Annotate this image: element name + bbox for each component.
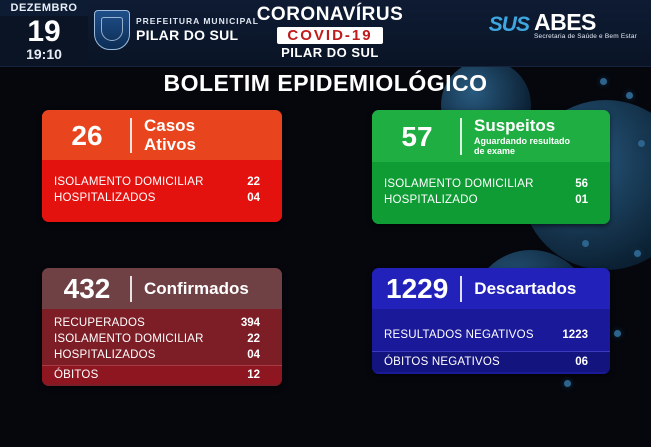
confirmados-title: Confirmados [144, 278, 249, 298]
card-confirmados [42, 268, 282, 386]
confirmados-count: 432 [63, 273, 111, 304]
casos-ativos-count: 26 [71, 119, 103, 151]
city-brand-line1: PREFEITURA MUNICIPAL [136, 16, 259, 27]
row-value: 22 [247, 333, 260, 345]
row-value: 56 [575, 178, 588, 191]
card-descartados [372, 268, 610, 374]
row-value: 22 [247, 176, 260, 189]
city-brand-line2: PILAR DO SUL [136, 26, 239, 43]
card-casos-ativos [42, 110, 282, 222]
city-crest-icon [94, 10, 130, 50]
descartados-obitos-row [372, 351, 610, 372]
title-covid19: COVID-19 [277, 27, 382, 44]
table-row [54, 174, 270, 190]
row-label: HOSPITALIZADO [384, 194, 478, 207]
covid-title-plate [232, 4, 428, 60]
page-title: BOLETIM EPIDEMIOLÓGICO [163, 70, 488, 96]
row-value: 1223 [562, 329, 588, 341]
head-separator [130, 276, 132, 302]
date-time: 19:10 [26, 46, 62, 62]
suspeitos-count: 57 [401, 120, 433, 152]
table-row [384, 192, 598, 208]
row-label: HOSPITALIZADOS [54, 192, 156, 205]
suspeitos-subtitle-line1: Aguardando resultado [474, 135, 571, 146]
row-label: ISOLAMENTO DOMICILIAR [54, 176, 204, 189]
table-row [384, 176, 598, 192]
title-city: PILAR DO SUL [281, 45, 379, 60]
casos-ativos-title-line1: Casos [144, 116, 196, 135]
table-row [54, 315, 270, 331]
table-row [54, 347, 270, 363]
table-row [54, 190, 270, 206]
row-label: ISOLAMENTO DOMICILIAR [54, 333, 204, 345]
descartados-count: 1229 [386, 273, 449, 304]
head-separator [460, 276, 462, 302]
row-label: ÓBITOS NEGATIVOS [384, 356, 500, 368]
date-month: DEZEMBRO [0, 0, 88, 16]
descartados-title: Descartados [474, 278, 577, 298]
health-dept-brand [489, 10, 637, 41]
suspeitos-subtitle-line2: de exame [474, 146, 516, 157]
abes-logo-text: ABES [533, 9, 596, 35]
row-label: HOSPITALIZADOS [54, 349, 156, 361]
row-value: 04 [247, 349, 260, 361]
date-badge [0, 0, 88, 66]
casos-ativos-title-line2: Ativos [144, 134, 196, 154]
row-value: 12 [247, 369, 260, 381]
table-row [54, 331, 270, 347]
row-value: 06 [575, 356, 588, 368]
sus-logo-icon: SUS [488, 13, 529, 37]
suspeitos-title: Suspeitos [474, 116, 556, 135]
row-label: ISOLAMENTO DOMICILIAR [384, 178, 534, 191]
row-label: RECUPERADOS [54, 317, 146, 329]
row-value: 01 [575, 194, 588, 207]
row-label: ÓBITOS [54, 369, 99, 381]
card-suspeitos [372, 110, 610, 224]
title-coronavirus: CORONAVÍRUS [256, 4, 404, 25]
row-value: 04 [247, 192, 260, 205]
header-bar [0, 0, 651, 67]
row-label: RESULTADOS NEGATIVOS [384, 329, 534, 341]
head-separator [460, 118, 462, 155]
confirmados-obitos-row [42, 365, 282, 384]
table-row [384, 327, 598, 343]
date-day: 19 [27, 15, 61, 48]
row-value: 394 [240, 317, 260, 329]
abes-tagline: Secretaria de Saúde e Bem Estar [533, 33, 637, 41]
head-separator [130, 118, 132, 153]
